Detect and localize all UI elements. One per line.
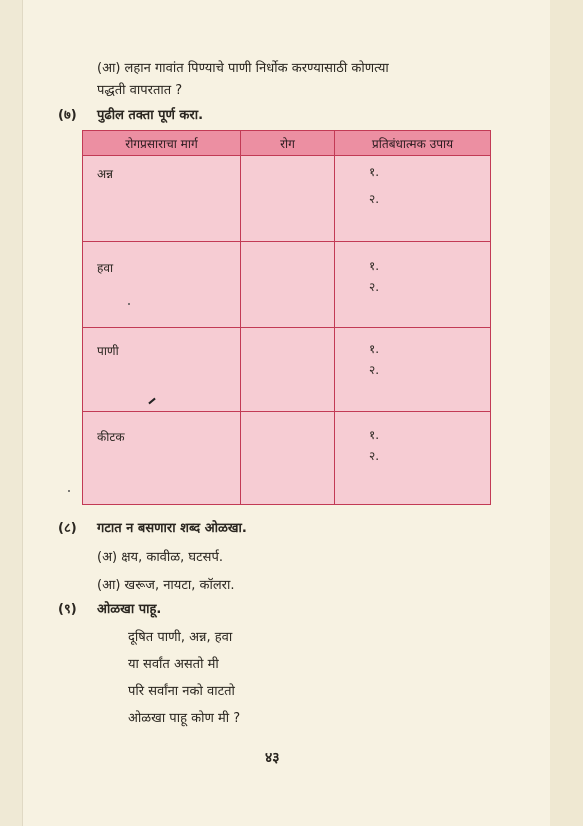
disease-cell[interactable]: [241, 412, 335, 505]
prevention-cell[interactable]: [335, 412, 491, 505]
q7-title: पुढील तक्ता पूर्ण करा.: [97, 108, 204, 123]
item-2: २.: [369, 449, 380, 463]
item-1: १.: [369, 259, 380, 273]
route-cell: अन्न: [83, 156, 241, 242]
item-1: १.: [369, 165, 380, 179]
disease-cell[interactable]: [241, 328, 335, 412]
disease-cell[interactable]: [241, 156, 335, 242]
table-row: [83, 242, 491, 328]
page-number: ४३: [265, 750, 280, 766]
q8-number: (८): [58, 521, 77, 536]
q6b-line2: पद्धती वापरतात ?: [97, 83, 183, 98]
prevention-cell[interactable]: [335, 156, 491, 242]
route-cell: हवा: [83, 242, 241, 328]
item-1: १.: [369, 428, 380, 442]
speck: [68, 490, 70, 492]
route-cell: कीटक: [83, 412, 241, 505]
q9-title: ओळखा पाहू.: [97, 602, 162, 617]
poem-line: या सर्वांत असतो मी: [128, 657, 219, 672]
prevention-cell[interactable]: [335, 242, 491, 328]
table-row: [83, 156, 491, 242]
page-gutter: [0, 0, 22, 826]
q7-number: (७): [58, 108, 77, 123]
poem-line: दूषित पाणी, अन्न, हवा: [128, 630, 233, 645]
q6b-line1: (आ) लहान गावांत पिण्याचे पाणी निर्धोक करण्यासाठी कोणत्या: [97, 61, 389, 76]
q8-option-a: (अ) क्षय, कावीळ, घटसर्प.: [97, 550, 223, 565]
header-prevention: प्रतिबंधात्मक उपाय: [335, 131, 491, 156]
q8-title: गटात न बसणारा शब्द ओळखा.: [97, 521, 247, 536]
header-disease: रोग: [241, 131, 335, 156]
disease-table: [82, 130, 491, 505]
poem-line: परि सर्वांना नको वाटतो: [128, 684, 235, 699]
table-row: [83, 328, 491, 412]
item-1: १.: [369, 342, 380, 356]
route-cell: पाणी: [83, 328, 241, 412]
disease-cell[interactable]: [241, 242, 335, 328]
item-2: २.: [369, 363, 380, 377]
q9-number: (९): [58, 602, 77, 617]
page-edge: [550, 0, 583, 826]
table-row: [83, 412, 491, 505]
q8-option-b: (आ) खरूज, नायटा, कॉलरा.: [97, 578, 235, 593]
table-header-row: [83, 131, 491, 156]
poem-line: ओळखा पाहू कोण मी ?: [128, 711, 241, 726]
item-2: २.: [369, 192, 380, 206]
header-route: रोगप्रसाराचा मार्ग: [83, 131, 241, 156]
prevention-cell[interactable]: [335, 328, 491, 412]
item-2: २.: [369, 280, 380, 294]
speck: [128, 303, 130, 305]
